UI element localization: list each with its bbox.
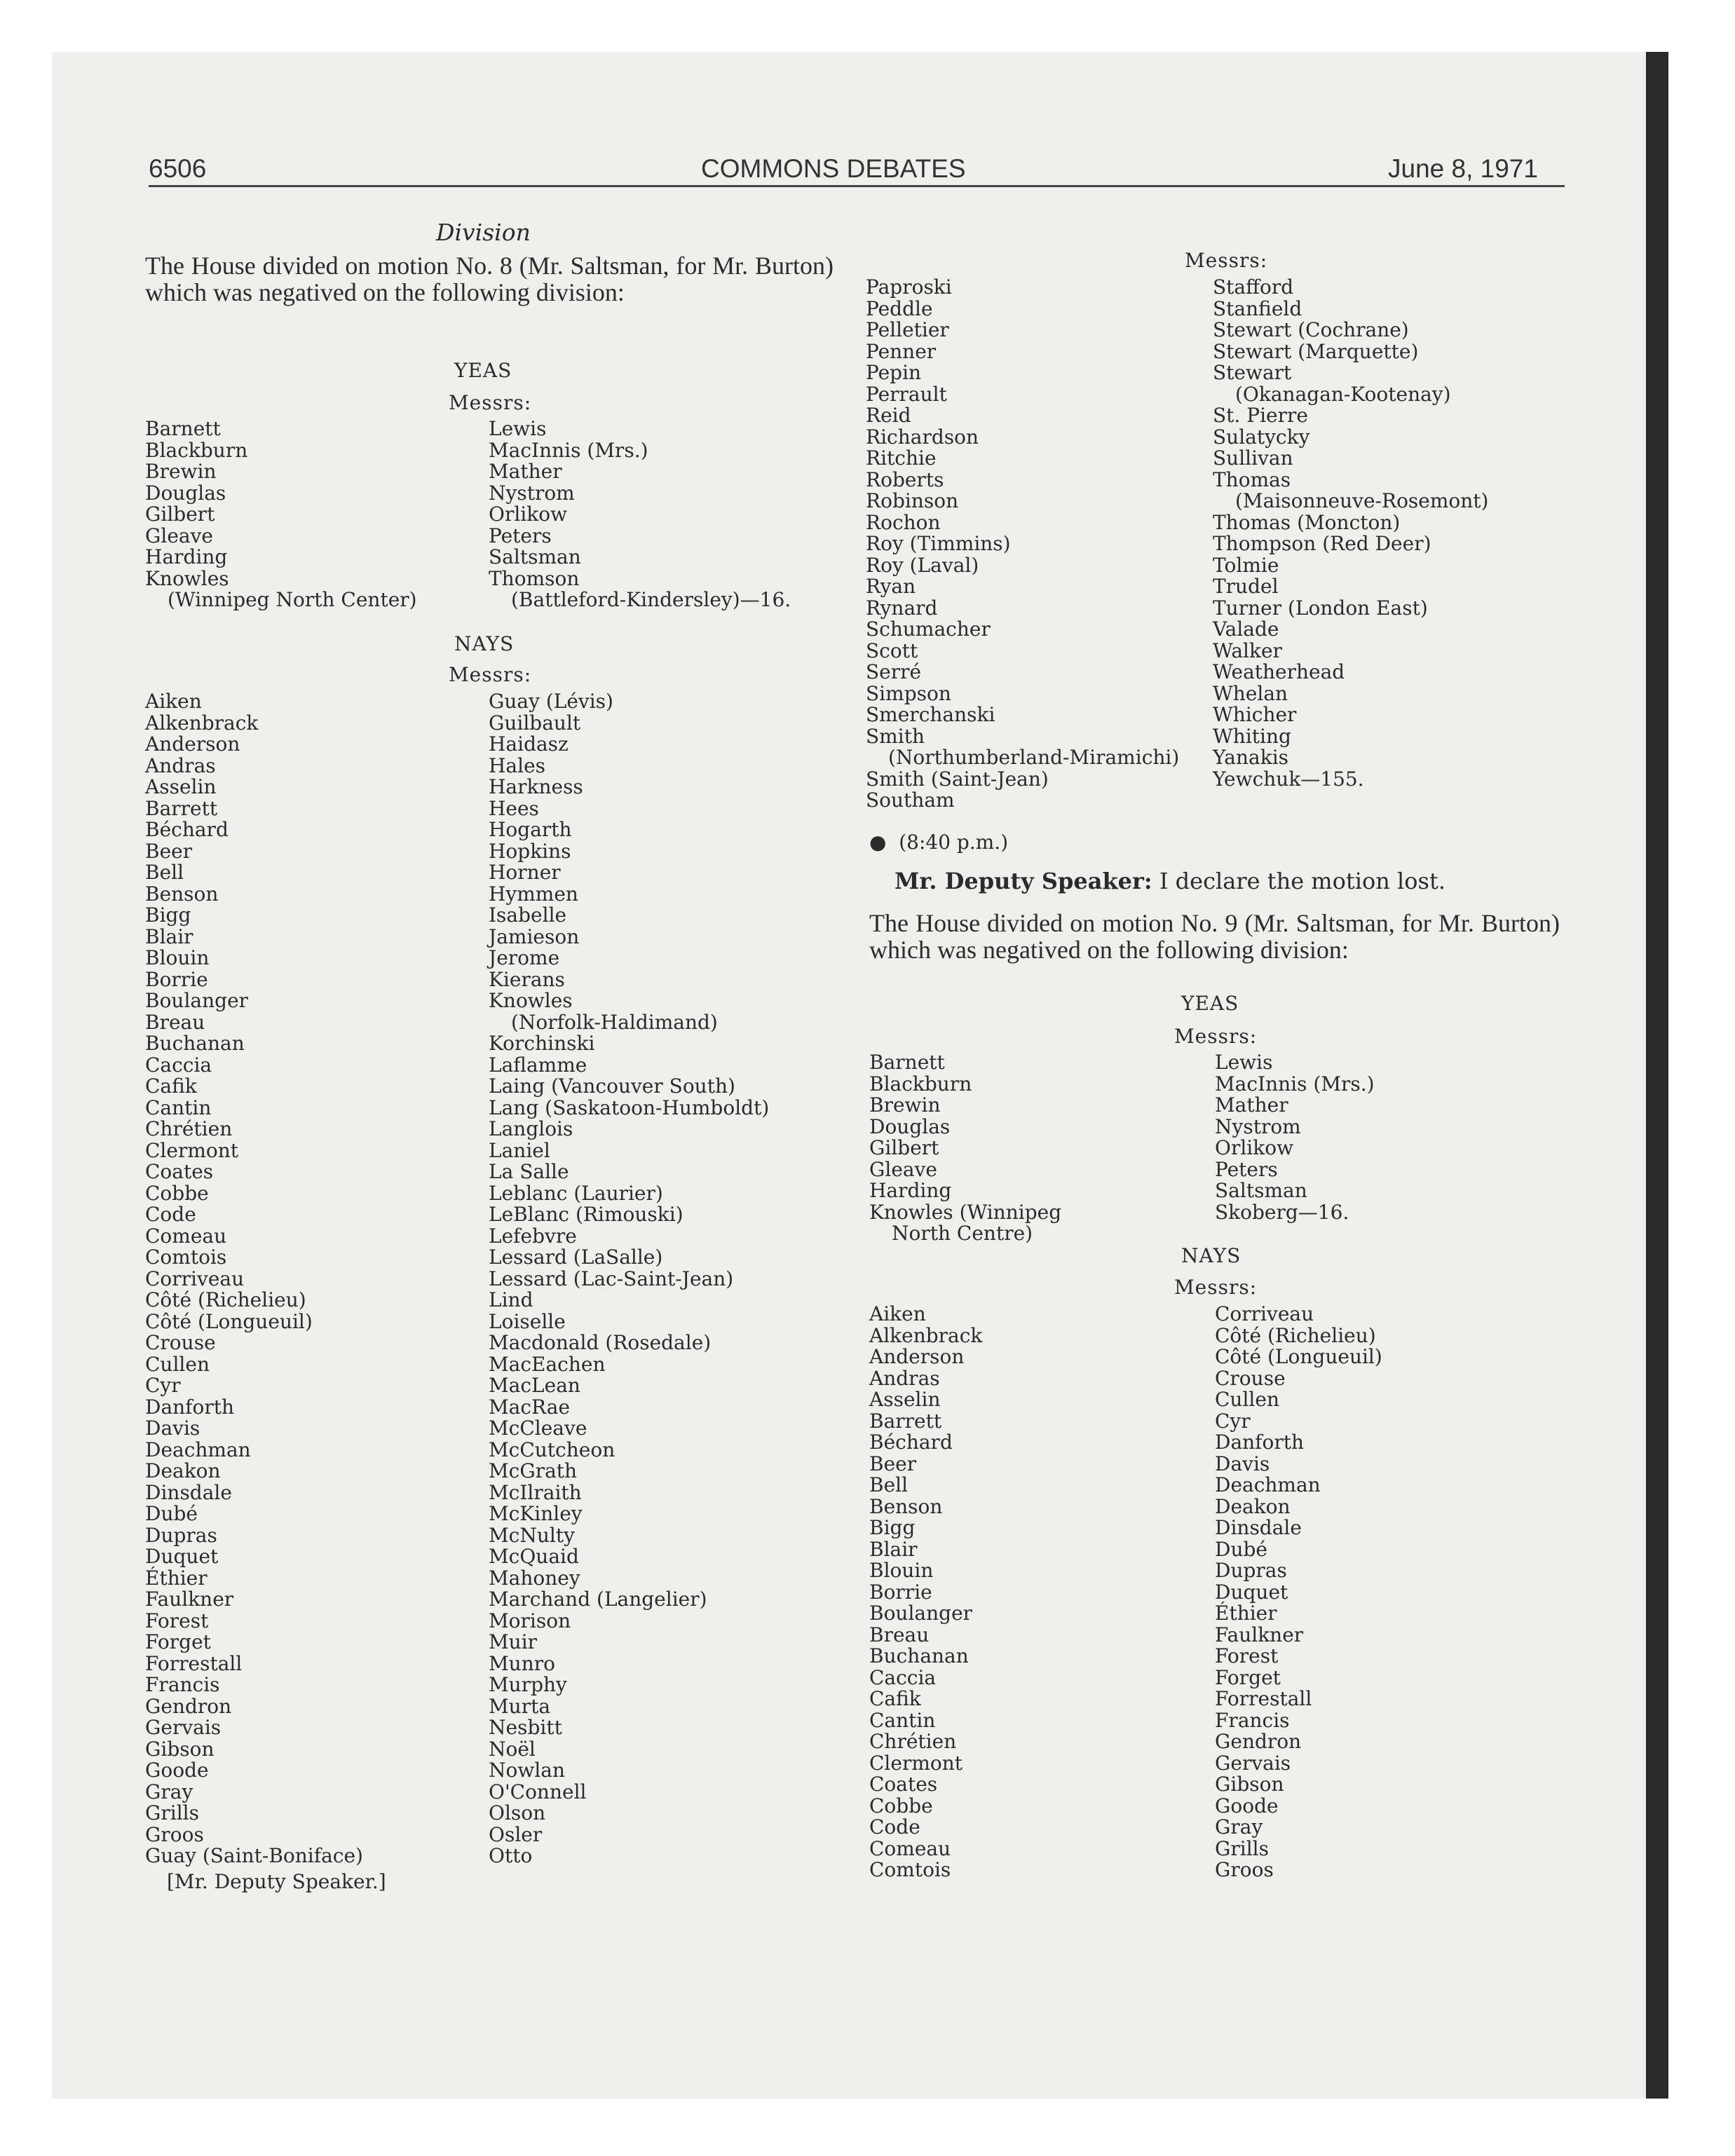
member-name: Caccia xyxy=(869,1665,937,1689)
member-name: Code xyxy=(869,1815,920,1838)
member-name: Hees xyxy=(489,796,539,820)
page-title: COMMONS DEBATES xyxy=(701,154,966,183)
member-name: Côté (Richelieu) xyxy=(145,1288,306,1311)
member-name: Serré xyxy=(866,660,922,683)
member-name: Brewin xyxy=(869,1093,941,1117)
member-name: Whiting xyxy=(1213,724,1291,748)
member-name: Danforth xyxy=(145,1395,235,1419)
member-name: MacInnis (Mrs.) xyxy=(489,438,648,462)
division2-nays-col2 xyxy=(1215,1304,1382,1881)
member-name: Lind xyxy=(489,1288,533,1311)
member-name: Chrétien xyxy=(869,1730,957,1753)
member-name: Stewart (Marquette) xyxy=(1213,339,1419,363)
member-name: Anderson xyxy=(145,732,240,756)
member-name: (Winnipeg North Center) xyxy=(168,588,417,611)
member-name: Forrestall xyxy=(145,1651,243,1675)
member-name: McCutcheon xyxy=(489,1438,615,1461)
member-name: Breau xyxy=(145,1010,205,1034)
member-name: (Maisonneuve-Rosemont) xyxy=(1235,489,1489,512)
division1-nays-col2 xyxy=(489,691,769,1867)
member-name: Cobbe xyxy=(869,1794,933,1817)
member-name: Guay (Saint-Boniface) xyxy=(145,1844,363,1867)
member-name: Chrétien xyxy=(145,1117,233,1140)
member-name: Forget xyxy=(1215,1665,1281,1689)
member-name: Gibson xyxy=(145,1737,215,1761)
member-name: Noël xyxy=(489,1737,536,1761)
member-name: Cullen xyxy=(1215,1388,1279,1411)
member-name: Anderson xyxy=(869,1345,965,1368)
member-name: Penner xyxy=(866,339,937,363)
member-name: Cullen xyxy=(145,1352,210,1376)
member-name: Comtois xyxy=(869,1858,951,1881)
member-name: Alkenbrack xyxy=(869,1323,983,1347)
member-name: Turner (London East) xyxy=(1213,596,1428,620)
member-name: Smerchanski xyxy=(866,703,995,726)
member-name: Borrie xyxy=(869,1580,932,1604)
member-name: Blackburn xyxy=(869,1072,972,1096)
member-name: Rochon xyxy=(866,510,941,534)
member-name: McQuaid xyxy=(489,1545,579,1568)
member-name: Blackburn xyxy=(145,438,248,462)
division1-nays-messrs-right: Messrs: xyxy=(1185,249,1268,272)
member-name: Orlikow xyxy=(489,503,568,526)
member-name: Cyr xyxy=(1215,1409,1251,1433)
member-name: Gleave xyxy=(145,524,213,547)
member-name: Guay (Lévis) xyxy=(489,690,613,713)
member-name: Whicher xyxy=(1213,703,1297,726)
member-name: Perrault xyxy=(866,382,947,406)
member-name: Duquet xyxy=(1215,1580,1288,1604)
division2-yeas-col1 xyxy=(869,1052,1061,1245)
member-name: Walker xyxy=(1213,639,1282,662)
member-name: Marchand (Langelier) xyxy=(489,1588,707,1611)
member-name: Kierans xyxy=(489,967,565,991)
member-name: Barnett xyxy=(869,1051,945,1074)
member-name: Orlikow xyxy=(1215,1136,1294,1159)
member-name: Peters xyxy=(1215,1157,1278,1181)
member-name: Blouin xyxy=(145,946,210,969)
member-name: Pepin xyxy=(866,361,922,384)
member-name: McIlraith xyxy=(489,1480,582,1504)
member-name: Stafford xyxy=(1213,275,1294,299)
member-name: McKinley xyxy=(489,1502,583,1525)
division2-yeas-heading: YEAS xyxy=(1181,992,1239,1015)
member-name: Skoberg—16. xyxy=(1215,1200,1349,1224)
scan-edge xyxy=(1646,52,1668,2099)
member-name: Grills xyxy=(145,1801,199,1824)
member-name: Bigg xyxy=(145,903,191,927)
member-name: Leblanc (Laurier) xyxy=(489,1181,663,1205)
member-name: Cantin xyxy=(145,1096,212,1119)
member-name: Crouse xyxy=(1215,1366,1286,1390)
member-name: Brewin xyxy=(145,460,217,483)
member-name: Dubé xyxy=(145,1502,198,1525)
member-name: Lessard (Lac-Saint-Jean) xyxy=(489,1267,734,1290)
member-name: Gray xyxy=(145,1780,193,1803)
division2-nays-col1 xyxy=(869,1304,982,1881)
member-name: Lewis xyxy=(489,417,547,440)
member-name: North Centre) xyxy=(892,1222,1033,1245)
member-name: Davis xyxy=(145,1417,200,1440)
member-name: Asselin xyxy=(869,1388,941,1411)
member-name: Gilbert xyxy=(869,1136,939,1159)
member-name: Gray xyxy=(1215,1815,1263,1838)
member-name: Gibson xyxy=(1215,1773,1284,1796)
member-name: Horner xyxy=(489,861,561,884)
member-name: Saltsman xyxy=(1215,1179,1307,1202)
member-name: Beer xyxy=(869,1452,917,1475)
member-name: Loiselle xyxy=(489,1309,566,1333)
member-name: Forest xyxy=(145,1609,209,1632)
member-name: Barrett xyxy=(145,796,218,820)
member-name: Dinsdale xyxy=(1215,1516,1302,1539)
member-name: Dupras xyxy=(1215,1559,1287,1582)
member-name: Muir xyxy=(489,1630,538,1653)
member-name: Goode xyxy=(145,1759,209,1782)
member-name: MacRae xyxy=(489,1395,571,1419)
member-name: Boulanger xyxy=(869,1602,973,1625)
member-name: Murta xyxy=(489,1694,551,1718)
bullet-icon: ● xyxy=(869,831,899,854)
member-name: Harding xyxy=(869,1179,952,1202)
member-name: Sullivan xyxy=(1213,446,1293,470)
member-name: Morison xyxy=(489,1609,571,1632)
member-name: Ryan xyxy=(866,575,916,598)
member-name: Robinson xyxy=(866,489,959,512)
member-name: Corriveau xyxy=(1215,1302,1314,1325)
member-name: Thomas (Moncton) xyxy=(1213,510,1401,534)
member-name: Andras xyxy=(145,753,216,777)
division1-nays-heading: NAYS xyxy=(454,632,515,655)
member-name: Munro xyxy=(489,1651,555,1675)
member-name: MacLean xyxy=(489,1374,580,1397)
member-name: (Northumberland-Miramichi) xyxy=(888,746,1180,769)
member-name: Laing (Vancouver South) xyxy=(489,1074,735,1098)
member-name: MacEachen xyxy=(489,1352,606,1376)
member-name: Laniel xyxy=(489,1138,550,1162)
member-name: Guilbault xyxy=(489,711,581,735)
member-name: LeBlanc (Rimouski) xyxy=(489,1203,683,1226)
member-name: Gervais xyxy=(1215,1751,1291,1775)
member-name: Nowlan xyxy=(489,1759,566,1782)
member-name: Dubé xyxy=(1215,1537,1267,1561)
member-name: Southam xyxy=(866,789,955,812)
member-name: MacInnis (Mrs.) xyxy=(1215,1072,1375,1096)
member-name: Sulatycky xyxy=(1213,425,1310,449)
member-name: Nystrom xyxy=(489,481,575,505)
member-name: Scott xyxy=(866,639,918,662)
member-name: Asselin xyxy=(145,775,217,798)
member-name: Macdonald (Rosedale) xyxy=(489,1331,712,1354)
member-name: Langlois xyxy=(489,1117,573,1140)
member-name: Trudel xyxy=(1213,575,1279,598)
member-name: Blair xyxy=(869,1537,918,1561)
member-name: La Salle xyxy=(489,1160,569,1183)
member-name: Thomson xyxy=(489,566,580,590)
member-name: Andras xyxy=(869,1366,940,1390)
member-name: Groos xyxy=(145,1822,204,1846)
member-name: Murphy xyxy=(489,1673,567,1696)
member-name: Smith (Saint-Jean) xyxy=(866,767,1049,791)
member-name: Coates xyxy=(869,1773,938,1796)
ruling-text: I declare the motion lost. xyxy=(1159,868,1445,894)
member-name: Thomas xyxy=(1213,468,1291,491)
division2-nays-heading: NAYS xyxy=(1181,1244,1241,1267)
member-name: Groos xyxy=(1215,1858,1274,1881)
member-name: Dupras xyxy=(145,1523,217,1547)
member-name: Alkenbrack xyxy=(145,711,259,735)
member-name: Korchinski xyxy=(489,1032,595,1055)
member-name: Aiken xyxy=(869,1302,926,1325)
member-name: Buchanan xyxy=(145,1032,245,1055)
member-name: Comtois xyxy=(145,1246,227,1269)
member-name: Benson xyxy=(869,1494,943,1518)
member-name: Richardson xyxy=(866,425,979,449)
member-name: Gendron xyxy=(145,1694,232,1718)
member-name: Béchard xyxy=(869,1431,953,1454)
member-name: Code xyxy=(145,1203,196,1226)
member-name: Gleave xyxy=(869,1157,937,1181)
member-name: Mahoney xyxy=(489,1566,580,1590)
member-name: Knowles (Winnipeg xyxy=(869,1200,1062,1224)
member-name: Thompson (Red Deer) xyxy=(1213,532,1431,555)
member-name: Lefebvre xyxy=(489,1224,577,1248)
member-name: (Battleford-Kindersley)—16. xyxy=(511,588,791,611)
member-name: Dinsdale xyxy=(145,1480,232,1504)
member-name: Coates xyxy=(145,1160,214,1183)
member-name: Béchard xyxy=(145,818,229,841)
member-name: Otto xyxy=(489,1844,533,1867)
member-name: Reid xyxy=(866,404,911,427)
division-heading: Division xyxy=(436,219,531,246)
member-name: Roberts xyxy=(866,468,944,491)
member-name: Nesbitt xyxy=(489,1716,562,1739)
member-name: Comeau xyxy=(869,1836,951,1860)
member-name: Ritchie xyxy=(866,446,937,470)
member-name: Hymmen xyxy=(489,882,578,906)
member-name: Corriveau xyxy=(145,1267,245,1290)
member-name: Boulanger xyxy=(145,989,249,1012)
member-name: Yewchuk—155. xyxy=(1213,767,1364,791)
member-name: Faulkner xyxy=(145,1588,234,1611)
member-name: (Norfolk-Haldimand) xyxy=(511,1010,718,1034)
speaker-footnote: [Mr. Deputy Speaker.] xyxy=(167,1870,386,1893)
member-name: Buchanan xyxy=(869,1644,969,1667)
member-name: Aiken xyxy=(145,690,202,713)
member-name: Whelan xyxy=(1213,681,1288,705)
member-name: Isabelle xyxy=(489,903,567,927)
member-name: Stanfield xyxy=(1213,296,1302,320)
member-name: Stewart xyxy=(1213,361,1292,384)
member-name: Knowles xyxy=(145,566,229,590)
member-name: Schumacher xyxy=(866,618,991,641)
header-rule xyxy=(149,185,1565,187)
member-name: Éthier xyxy=(1215,1602,1277,1625)
member-name: Forest xyxy=(1215,1644,1279,1667)
division1-yeas-heading: YEAS xyxy=(454,359,512,382)
time-marker xyxy=(869,831,1008,854)
member-name: Danforth xyxy=(1215,1431,1305,1454)
member-name: Knowles xyxy=(489,989,573,1012)
member-name: Deakon xyxy=(145,1459,221,1482)
member-name: Osler xyxy=(489,1822,543,1846)
member-name: Bigg xyxy=(869,1516,916,1539)
member-name: Mather xyxy=(1215,1093,1288,1117)
member-name: Gervais xyxy=(145,1716,222,1739)
member-name: Côté (Longueuil) xyxy=(145,1309,313,1333)
page-date: June 8, 1971 xyxy=(1388,154,1538,183)
member-name: Bell xyxy=(145,861,184,884)
member-name: Clermont xyxy=(145,1138,239,1162)
member-name: Pelletier xyxy=(866,318,949,341)
member-name: Paproski xyxy=(866,275,952,299)
member-name: Lessard (LaSalle) xyxy=(489,1246,663,1269)
member-name: Goode xyxy=(1215,1794,1279,1817)
member-name: Valade xyxy=(1213,618,1279,641)
division1-nays-messrs: Messrs: xyxy=(449,663,532,686)
member-name: Côté (Richelieu) xyxy=(1215,1323,1376,1347)
member-name: Faulkner xyxy=(1215,1623,1304,1646)
member-name: Saltsman xyxy=(489,545,581,568)
member-name: Laflamme xyxy=(489,1053,587,1077)
member-name: Hogarth xyxy=(489,818,572,841)
member-name: Davis xyxy=(1215,1452,1270,1475)
member-name: Hales xyxy=(489,753,546,777)
member-name: Blouin xyxy=(869,1559,934,1582)
member-name: Olson xyxy=(489,1801,546,1824)
member-name: Haidasz xyxy=(489,732,569,756)
member-name: Forget xyxy=(145,1630,211,1653)
page-number: 6506 xyxy=(149,154,207,183)
member-name: Gilbert xyxy=(145,503,215,526)
member-name: Nystrom xyxy=(1215,1114,1301,1138)
member-name: Blair xyxy=(145,925,193,948)
member-name: Gendron xyxy=(1215,1730,1302,1753)
member-name: Forrestall xyxy=(1215,1687,1312,1710)
member-name: Borrie xyxy=(145,967,208,991)
division1-yeas-col2 xyxy=(489,418,791,611)
division1-yeas-col1 xyxy=(145,418,417,611)
speaker-name: Mr. Deputy Speaker: xyxy=(894,868,1152,894)
member-name: Cobbe xyxy=(145,1181,209,1205)
member-name: Harkness xyxy=(489,775,583,798)
member-name: Francis xyxy=(145,1673,220,1696)
member-name: McCleave xyxy=(489,1417,587,1440)
member-name: Roy (Timmins) xyxy=(866,532,1011,555)
deputy-speaker-ruling xyxy=(894,868,1445,894)
member-name: Rynard xyxy=(866,596,938,620)
member-name: Cantin xyxy=(869,1708,936,1732)
member-name: Comeau xyxy=(145,1224,227,1248)
division1-nays-col4 xyxy=(1213,277,1488,790)
member-name: Weatherhead xyxy=(1213,660,1345,683)
member-name: Barnett xyxy=(145,417,221,440)
member-name: Tolmie xyxy=(1213,553,1279,577)
member-name: Lewis xyxy=(1215,1051,1273,1074)
member-name: Côté (Longueuil) xyxy=(1215,1345,1382,1368)
member-name: Cyr xyxy=(145,1374,181,1397)
member-name: Douglas xyxy=(869,1114,951,1138)
member-name: Hopkins xyxy=(489,839,571,863)
member-name: Breau xyxy=(869,1623,930,1646)
member-name: Cafik xyxy=(145,1074,197,1098)
division1-yeas-messrs: Messrs: xyxy=(449,391,532,414)
division1-intro: The House divided on motion No. 8 (Mr. Saltsman, for Mr. Burton) which was negatived on the following division: xyxy=(145,252,834,306)
division2-nays-messrs: Messrs: xyxy=(1174,1276,1258,1299)
member-name: Crouse xyxy=(145,1331,216,1354)
member-name: Francis xyxy=(1215,1708,1290,1732)
time-stamp: (8:40 p.m.) xyxy=(899,831,1009,854)
member-name: Jamieson xyxy=(489,925,580,948)
member-name: (Okanagan-Kootenay) xyxy=(1235,382,1451,406)
division2-yeas-col2 xyxy=(1215,1052,1375,1223)
division2-intro: The House divided on motion No. 9 (Mr. Saltsman, for Mr. Burton) which was negatived on the following division: xyxy=(869,909,1560,964)
member-name: Jerome xyxy=(489,946,560,969)
member-name: Clermont xyxy=(869,1751,963,1775)
division1-nays-col3 xyxy=(866,277,1179,812)
member-name: St. Pierre xyxy=(1213,404,1308,427)
member-name: Roy (Laval) xyxy=(866,553,979,577)
member-name: Simpson xyxy=(866,681,951,705)
member-name: Éthier xyxy=(145,1566,207,1590)
member-name: Benson xyxy=(145,882,219,906)
member-name: Grills xyxy=(1215,1836,1269,1860)
member-name: Smith xyxy=(866,724,925,748)
member-name: Lang (Saskatoon-Humboldt) xyxy=(489,1096,770,1119)
member-name: Peddle xyxy=(866,296,933,320)
member-name: Deakon xyxy=(1215,1494,1291,1518)
member-name: Duquet xyxy=(145,1545,219,1568)
member-name: O'Connell xyxy=(489,1780,587,1803)
division2-yeas-messrs: Messrs: xyxy=(1174,1025,1258,1048)
member-name: Bell xyxy=(869,1473,909,1496)
member-name: Deachman xyxy=(145,1438,251,1461)
member-name: Deachman xyxy=(1215,1473,1321,1496)
member-name: Caccia xyxy=(145,1053,212,1077)
member-name: Douglas xyxy=(145,481,226,505)
member-name: Mather xyxy=(489,460,562,483)
member-name: Barrett xyxy=(869,1409,942,1433)
member-name: Yanakis xyxy=(1213,746,1289,769)
member-name: Beer xyxy=(145,839,193,863)
member-name: McNulty xyxy=(489,1523,575,1547)
member-name: Harding xyxy=(145,545,228,568)
member-name: Stewart (Cochrane) xyxy=(1213,318,1409,341)
member-name: McGrath xyxy=(489,1459,578,1482)
division1-nays-col1 xyxy=(145,691,363,1867)
member-name: Cafik xyxy=(869,1687,921,1710)
member-name: Peters xyxy=(489,524,552,547)
